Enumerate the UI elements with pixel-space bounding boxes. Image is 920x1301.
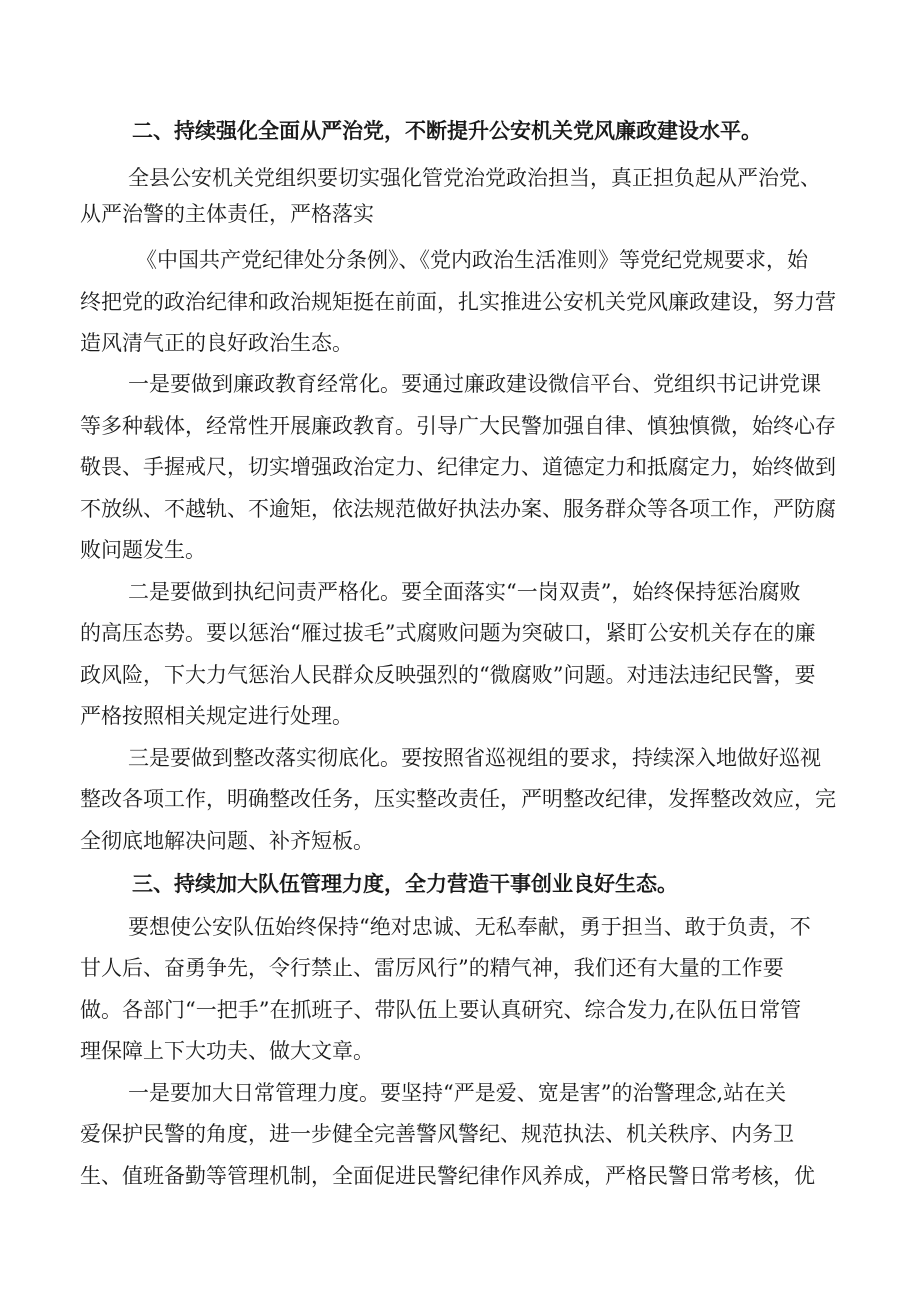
- paragraph-line: 终把党的政治纪律和政治规矩挺在前面，扎实推进公安机关党风廉政建设，努力营: [80, 290, 836, 314]
- paragraph-line: 爱保护民警的角度，进一步健全完善警风警纪、规范执法、机关秩序、内务卫: [80, 1122, 794, 1146]
- paragraph-line: 从严治警的主体责任，严格落实: [80, 202, 374, 226]
- paragraph-line: 要想使公安队伍始终保持“绝对忠诚、无私奉献，勇于担当、敢于负责，不: [128, 915, 811, 939]
- paragraph-line: 一是要做到廉政教育经常化。要通过廉政建设微信平台、党组织书记讲党课: [128, 372, 821, 396]
- paragraph-line: 的高压态势。要以惩治“雁过拔毛”式腐败问题为突破口，紧盯公安机关存在的廉: [80, 621, 816, 645]
- section-heading-2: 二、持续强化全面从严治党，不断提升公安机关党风廉政建设水平。: [132, 119, 762, 143]
- paragraph-line: 不放纵、不越轨、不逾矩，依法规范做好执法办案、服务群众等各项工作，严防腐: [80, 497, 836, 521]
- paragraph-line: 理保障上下大功夫、做大文章。: [80, 1039, 374, 1063]
- paragraph-line: 政风险，下大力气惩治人民群众反映强烈的“微腐败”问题。对违法违纪民警，要: [80, 663, 816, 687]
- paragraph-line: 等多种载体，经常性开展廉政教育。引导广大民警加强自律、慎独慎微，始终心存: [80, 414, 836, 438]
- paragraph-line: 整改各项工作，明确整改任务，压实整改责任，严明整改纪律，发挥整改效应，完: [80, 787, 836, 811]
- paragraph-line: 做。各部门“一把手”在抓班子、带队伍上要认真研究、综合发力,在队伍日常管: [80, 998, 802, 1022]
- paragraph-line: 二是要做到执纪问责严格化。要全面落实“一岗双责”，始终保持惩治腐败: [128, 580, 801, 604]
- paragraph-line: 败问题发生。: [80, 538, 206, 562]
- paragraph-line: 生、值班备勤等管理机制，全面促进民警纪律作风养成，严格民警日常考核，优: [80, 1164, 815, 1188]
- paragraph-line: 甘人后、奋勇争先，令行禁止、雷厉风行”的精气神，我们还有大量的工作要: [80, 956, 784, 980]
- paragraph-line: 全县公安机关党组织要切实强化管党治党政治担当，真正担负起从严治党、: [128, 166, 821, 190]
- paragraph-line: 《中国共产党纪律处分条例》、《党内政治生活准则》等党纪党规要求，始: [136, 248, 808, 272]
- paragraph-line: 敬畏、手握戒尺，切实增强政治定力、纪律定力、道德定力和抵腐定力，始终做到: [80, 455, 836, 479]
- paragraph-line: 三是要做到整改落实彻底化。要按照省巡视组的要求，持续深入地做好巡视: [128, 746, 821, 770]
- paragraph-line: 造风清气正的良好政治生态。: [80, 331, 353, 355]
- paragraph-line: 一是要加大日常管理力度。要坚持“严是爱、宽是害”的治警理念,站在关: [128, 1081, 787, 1105]
- paragraph-line: 全彻底地解决问题、补齐短板。: [80, 829, 374, 853]
- section-heading-3: 三、持续加大队伍管理力度，全力营造干事创业良好生态。: [132, 872, 678, 896]
- paragraph-line: 严格按照相关规定进行处理。: [80, 704, 353, 728]
